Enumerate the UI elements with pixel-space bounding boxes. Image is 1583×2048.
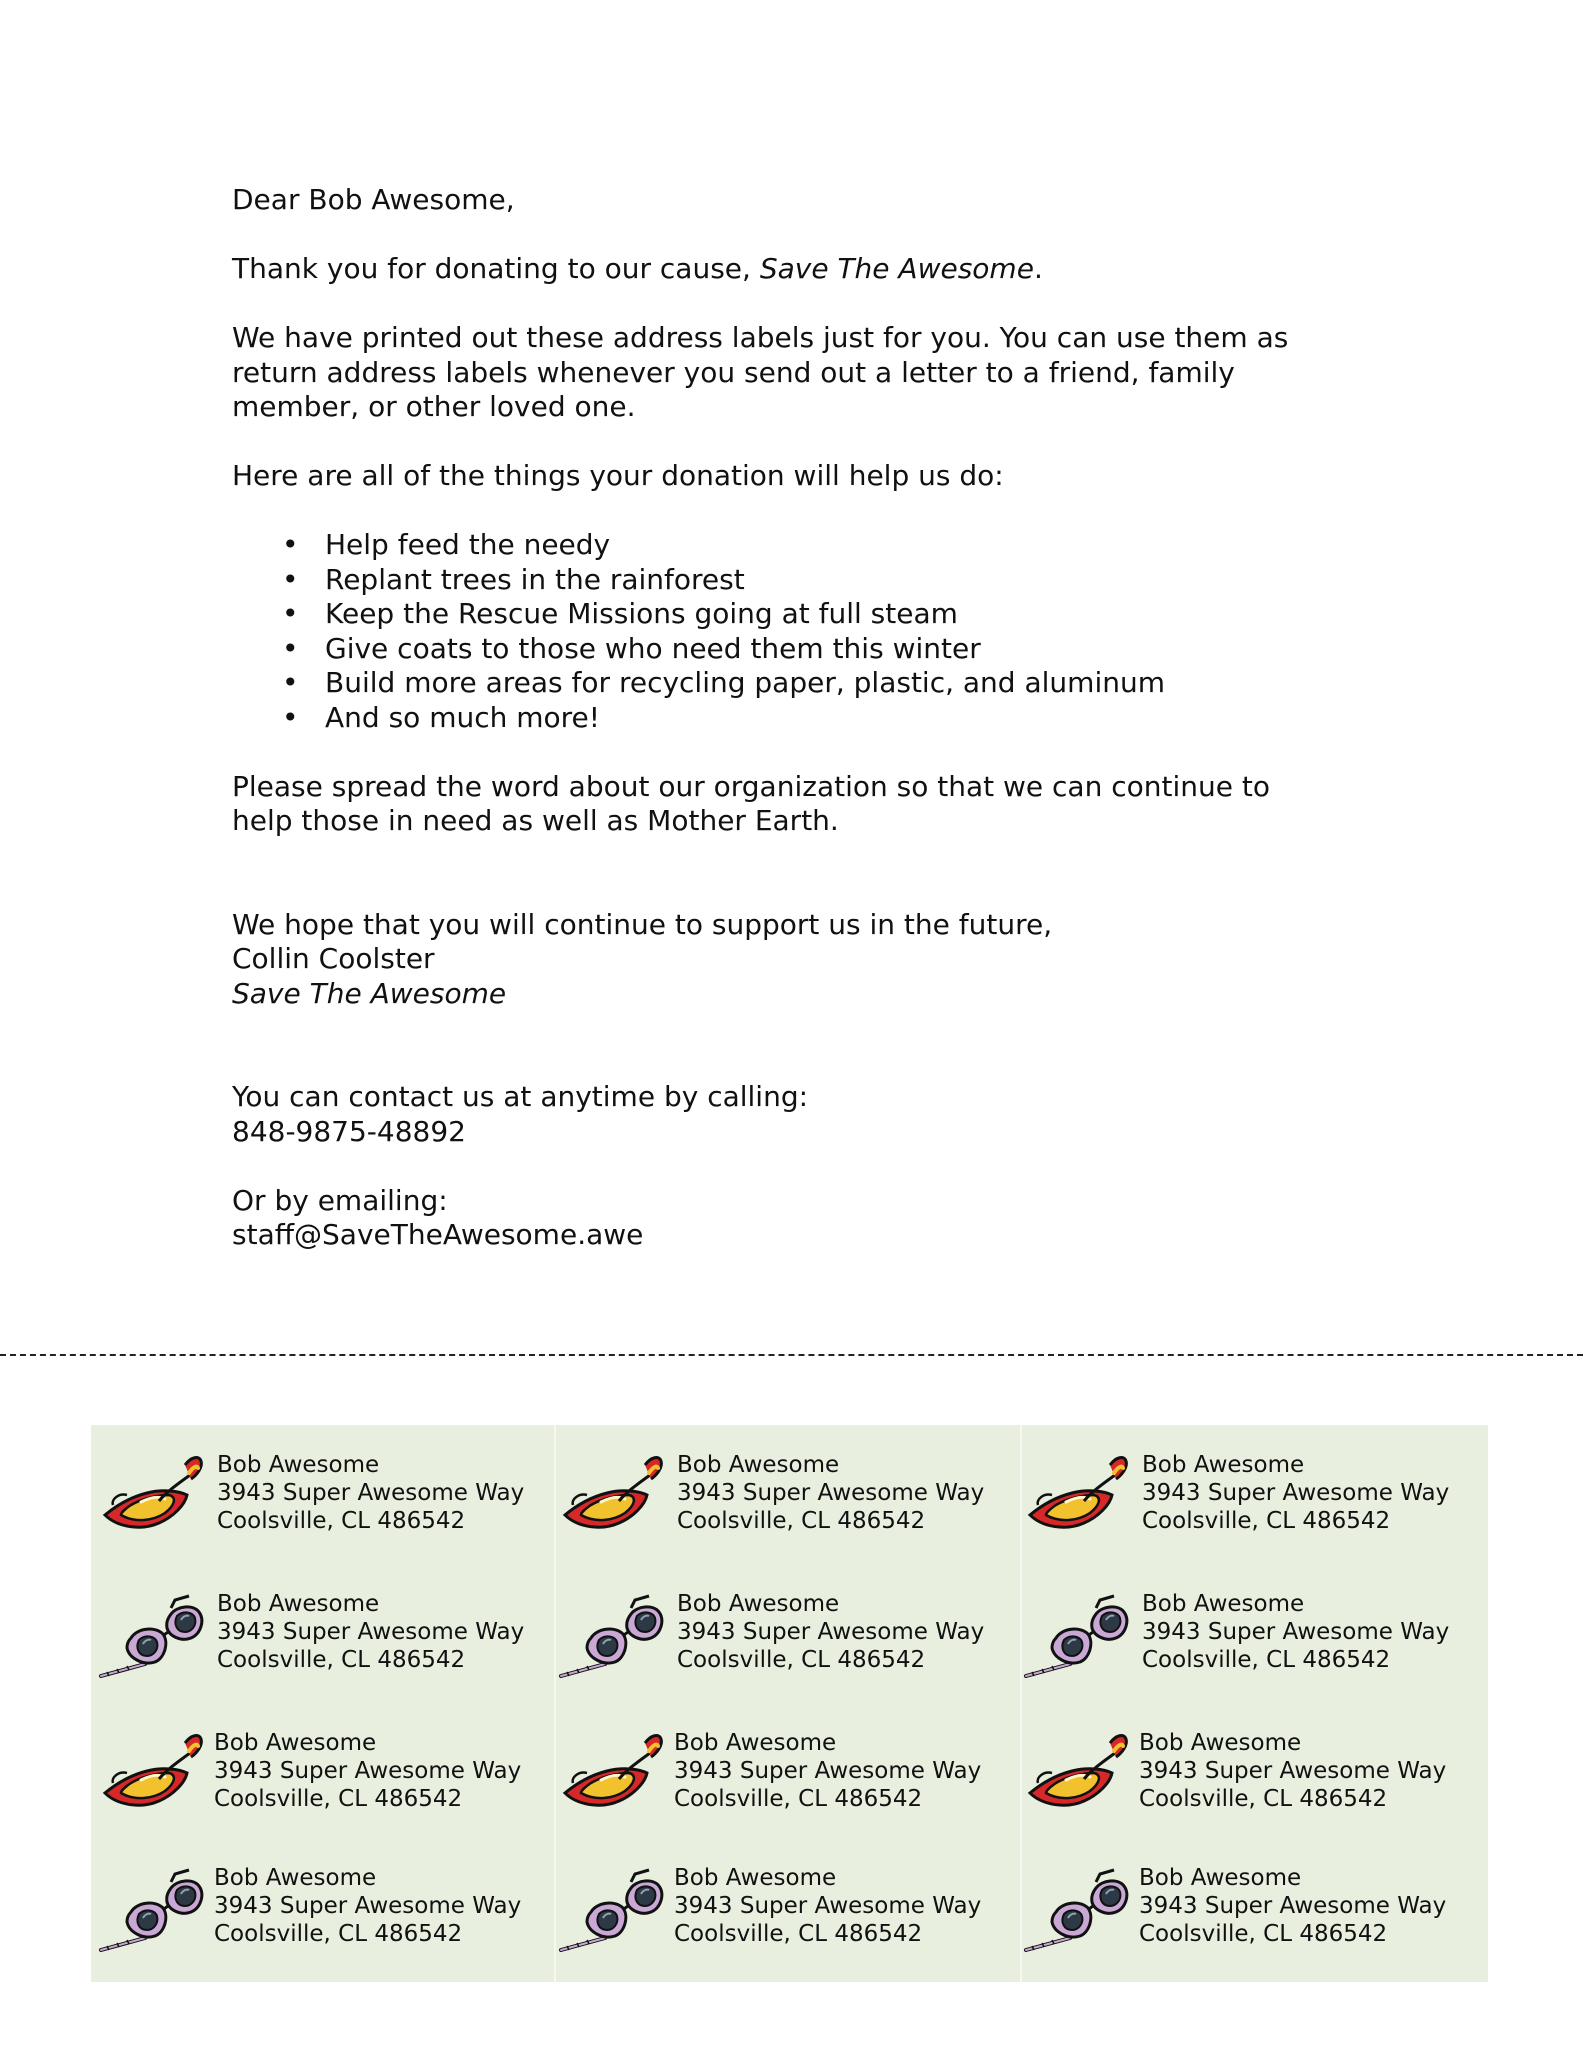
phone-number: 848-9875-48892 <box>232 1114 466 1148</box>
label-city: Coolsville, CL 486542 <box>1142 1647 1391 1673</box>
label-street: 3943 Super Awesome Way <box>1142 1619 1450 1645</box>
label-street: 3943 Super Awesome Way <box>674 1893 982 1919</box>
retro-sunglasses-icon <box>1022 1852 1132 1962</box>
label-address-block <box>1142 1451 1449 1535</box>
label-city: Coolsville, CL 486542 <box>1142 1508 1391 1534</box>
donation-uses-list <box>232 528 1382 735</box>
address-label <box>1016 1717 1476 1837</box>
label-name: Bob Awesome <box>1142 1591 1305 1617</box>
label-city: Coolsville, CL 486542 <box>214 1921 463 1947</box>
label-street: 3943 Super Awesome Way <box>217 1619 525 1645</box>
list-item <box>232 563 1382 598</box>
list-item-text: Help feed the needy <box>325 528 611 561</box>
label-name: Bob Awesome <box>674 1730 837 1756</box>
label-street: 3943 Super Awesome Way <box>677 1480 985 1506</box>
label-city: Coolsville, CL 486542 <box>214 1786 463 1812</box>
email-intro: Or by emailing: <box>232 1183 448 1217</box>
address-label <box>551 1717 1011 1837</box>
label-name: Bob Awesome <box>1142 1452 1305 1478</box>
address-label <box>91 1852 551 1972</box>
labels-paragraph-line-3: member, or other loved one. <box>232 390 636 423</box>
address-label <box>1016 1852 1476 1972</box>
thanks-text: Thank you for donating to our cause, <box>232 252 760 285</box>
address-label <box>91 1578 551 1698</box>
address-label <box>551 1852 1011 1972</box>
address-label <box>91 1717 551 1837</box>
retro-sunglasses-icon <box>97 1578 207 1688</box>
label-street: 3943 Super Awesome Way <box>214 1893 522 1919</box>
sport-sunglasses-icon <box>1022 1439 1132 1549</box>
label-name: Bob Awesome <box>677 1591 840 1617</box>
org-name: Save The Awesome <box>759 252 1034 285</box>
bullet-icon: • <box>282 666 299 699</box>
address-label <box>1016 1578 1476 1698</box>
closing-line: We hope that you will continue to support us in the future, <box>232 907 1053 941</box>
list-item-text: Build more areas for recycling paper, plastic, and aluminum <box>325 666 1165 699</box>
label-address-block <box>1139 1729 1446 1813</box>
label-address-block <box>214 1729 521 1813</box>
retro-sunglasses-icon <box>557 1852 667 1962</box>
list-item-text: Give coats to those who need them this winter <box>325 631 981 665</box>
address-label <box>551 1578 1011 1698</box>
label-street: 3943 Super Awesome Way <box>1142 1480 1450 1506</box>
email-address: staff@SaveTheAwesome.awe <box>232 1218 644 1251</box>
bullet-icon: • <box>282 631 299 665</box>
labels-paragraph-line-1: We have printed out these address labels just for you. You can use them as <box>232 321 1289 354</box>
label-name: Bob Awesome <box>677 1452 840 1478</box>
thanks-paragraph <box>232 252 1382 287</box>
address-label <box>91 1439 551 1559</box>
label-name: Bob Awesome <box>217 1452 380 1478</box>
label-name: Bob Awesome <box>1139 1730 1302 1756</box>
address-label <box>1016 1439 1476 1559</box>
label-city: Coolsville, CL 486542 <box>677 1647 926 1673</box>
label-street: 3943 Super Awesome Way <box>1139 1893 1447 1919</box>
label-address-block <box>214 1864 521 1948</box>
list-item <box>232 528 1382 563</box>
label-street: 3943 Super Awesome Way <box>674 1758 982 1784</box>
phone-intro: You can contact us at anytime by calling: <box>232 1080 809 1113</box>
help-intro: Here are all of the things your donation will help us do: <box>232 459 1004 492</box>
label-city: Coolsville, CL 486542 <box>1139 1786 1388 1812</box>
label-address-block <box>677 1590 984 1674</box>
label-street: 3943 Super Awesome Way <box>217 1480 525 1506</box>
label-name: Bob Awesome <box>1139 1865 1302 1891</box>
retro-sunglasses-icon <box>1022 1578 1132 1688</box>
label-address-block <box>1142 1590 1449 1674</box>
address-labels-sheet <box>91 1425 1488 1982</box>
list-item <box>232 632 1382 667</box>
label-city: Coolsville, CL 486542 <box>217 1647 466 1673</box>
retro-sunglasses-icon <box>97 1852 207 1962</box>
bullet-icon: • <box>282 562 299 596</box>
label-address-block <box>217 1451 524 1535</box>
cut-line-divider <box>0 1354 1583 1356</box>
label-city: Coolsville, CL 486542 <box>1139 1921 1388 1947</box>
list-item <box>232 597 1382 632</box>
letter-body <box>232 183 1382 1253</box>
signer-name: Collin Coolster <box>232 942 435 975</box>
signer-org: Save The Awesome <box>232 976 507 1010</box>
list-item-text: Replant trees in the rainforest <box>325 562 745 596</box>
list-item <box>232 666 1382 701</box>
spread-paragraph-line-2: help those in need as well as Mother Earth. <box>232 804 839 837</box>
label-street: 3943 Super Awesome Way <box>1139 1758 1447 1784</box>
list-item <box>232 701 1382 736</box>
address-label <box>551 1439 1011 1559</box>
label-city: Coolsville, CL 486542 <box>217 1508 466 1534</box>
list-item-text: Keep the Rescue Missions going at full steam <box>325 597 958 630</box>
label-street: 3943 Super Awesome Way <box>677 1619 985 1645</box>
label-city: Coolsville, CL 486542 <box>674 1921 923 1947</box>
label-address-block <box>217 1590 524 1674</box>
label-city: Coolsville, CL 486542 <box>674 1786 923 1812</box>
label-name: Bob Awesome <box>214 1730 377 1756</box>
label-address-block <box>1139 1864 1446 1948</box>
thanks-period: . <box>1033 252 1043 285</box>
sport-sunglasses-icon <box>557 1717 667 1827</box>
sport-sunglasses-icon <box>557 1439 667 1549</box>
sport-sunglasses-icon <box>1022 1717 1132 1827</box>
sport-sunglasses-icon <box>97 1717 207 1827</box>
label-address-block <box>674 1729 981 1813</box>
label-name: Bob Awesome <box>214 1865 377 1891</box>
labels-paragraph-line-2: return address labels whenever you send out a letter to a friend, family <box>232 355 1235 389</box>
sport-sunglasses-icon <box>97 1439 207 1549</box>
spread-paragraph-line-1: Please spread the word about our organization so that we can continue to <box>232 769 1270 803</box>
greeting: Dear Bob Awesome, <box>232 183 515 216</box>
bullet-icon: • <box>282 528 299 561</box>
list-item-text: And so much more! <box>325 700 601 734</box>
bullet-icon: • <box>282 700 299 734</box>
label-address-block <box>674 1864 981 1948</box>
label-name: Bob Awesome <box>674 1865 837 1891</box>
label-address-block <box>677 1451 984 1535</box>
retro-sunglasses-icon <box>557 1578 667 1688</box>
label-city: Coolsville, CL 486542 <box>677 1508 926 1534</box>
label-name: Bob Awesome <box>217 1591 380 1617</box>
bullet-icon: • <box>282 597 299 630</box>
label-street: 3943 Super Awesome Way <box>214 1758 522 1784</box>
